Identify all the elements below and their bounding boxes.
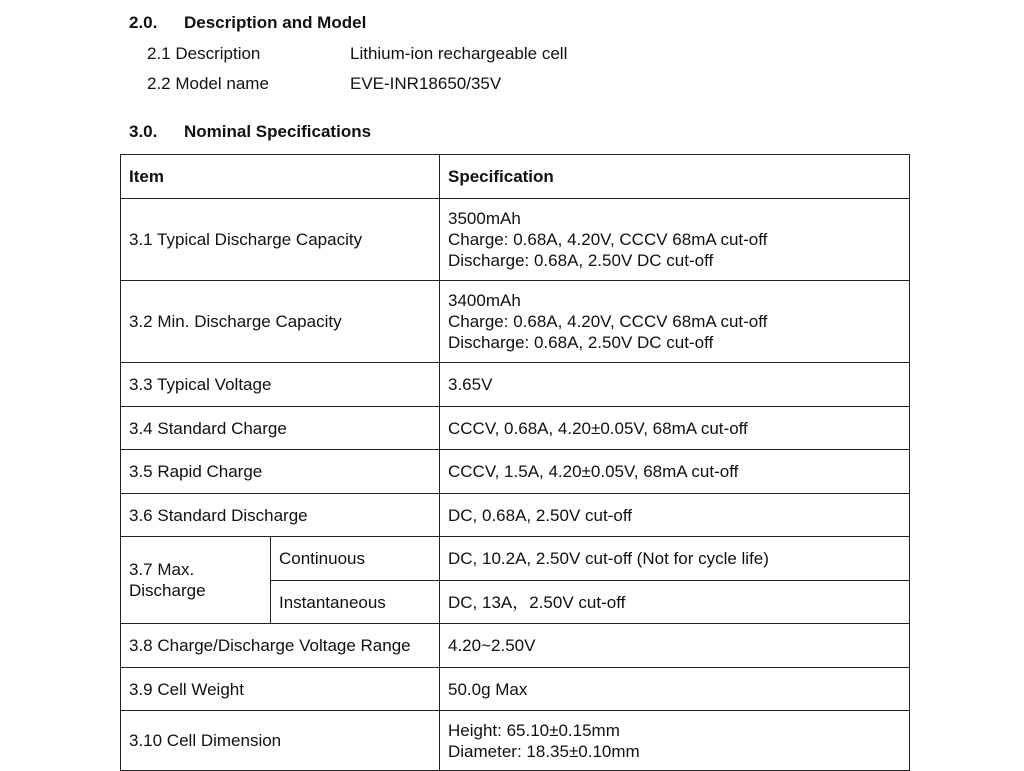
spec-line: Discharge: 0.68A, 2.50V DC cut-off	[448, 251, 714, 270]
table-row	[121, 281, 910, 363]
table-row	[121, 363, 910, 407]
item-line: Discharge	[129, 581, 206, 600]
spec-line: Height: 65.10±0.15mm	[448, 721, 620, 740]
section-3-title: Nominal Specifications	[184, 122, 372, 141]
spec-cell: 4.20~2.50V	[440, 624, 910, 668]
spec-line: 3400mAh	[448, 291, 521, 310]
model-name-label: 2.2 Model name	[147, 74, 269, 93]
spec-cell: DC, 10.2A, 2.50V cut-off (Not for cycle life)	[440, 537, 910, 581]
spec-cell	[440, 711, 910, 771]
description-label: 2.1 Description	[147, 44, 261, 63]
item-cell: 3.8 Charge/Discharge Voltage Range	[121, 624, 440, 668]
item-cell: 3.9 Cell Weight	[121, 668, 440, 711]
table-row	[121, 407, 910, 450]
sub-item-cell: Instantaneous	[271, 581, 440, 624]
spec-cell: 50.0g Max	[440, 668, 910, 711]
table-row	[121, 494, 910, 537]
nominal-specifications-table	[120, 154, 910, 771]
item-cell: 3.3 Typical Voltage	[121, 363, 440, 407]
item-cell: 3.2 Min. Discharge Capacity	[121, 281, 440, 363]
spec-line: Charge: 0.68A, 4.20V, CCCV 68mA cut-off	[448, 312, 768, 331]
spec-cell: CCCV, 0.68A, 4.20±0.05V, 68mA cut-off	[440, 407, 910, 450]
item-cell: 3.4 Standard Charge	[121, 407, 440, 450]
item-cell: 3.10 Cell Dimension	[121, 711, 440, 771]
table-header-row	[121, 155, 910, 199]
model-name-value: EVE-INR18650/35V	[350, 74, 502, 93]
item-cell: 3.6 Standard Discharge	[121, 494, 440, 537]
header-item: Item	[121, 155, 440, 199]
table-row	[121, 199, 910, 281]
item-cell: 3.5 Rapid Charge	[121, 450, 440, 494]
header-specification: Specification	[440, 155, 910, 199]
sub-item-cell: Continuous	[271, 537, 440, 581]
item-cell: 3.1 Typical Discharge Capacity	[121, 199, 440, 281]
spec-cell: 3.65V	[440, 363, 910, 407]
spec-line: 3500mAh	[448, 209, 521, 228]
table-row	[121, 711, 910, 771]
max-discharge-item-cell	[121, 537, 271, 624]
spec-line: Discharge: 0.68A, 2.50V DC cut-off	[448, 333, 714, 352]
spec-cell: DC, 13A，2.50V cut-off	[440, 581, 910, 624]
spec-cell: CCCV, 1.5A, 4.20±0.05V, 68mA cut-off	[440, 450, 910, 494]
spec-cell	[440, 281, 910, 363]
section-3-number: 3.0.	[129, 122, 158, 141]
item-line: 3.7 Max.	[129, 560, 195, 579]
spec-line: Diameter: 18.35±0.10mm	[448, 742, 640, 761]
description-value: Lithium-ion rechargeable cell	[350, 44, 568, 63]
section-2-title: Description and Model	[184, 13, 367, 32]
spec-cell: DC, 0.68A, 2.50V cut-off	[440, 494, 910, 537]
table-row	[121, 450, 910, 494]
spec-line: Charge: 0.68A, 4.20V, CCCV 68mA cut-off	[448, 230, 768, 249]
spec-cell	[440, 199, 910, 281]
section-2-number: 2.0.	[129, 13, 158, 32]
table-row	[121, 537, 910, 581]
table-row	[121, 668, 910, 711]
table-row	[121, 624, 910, 668]
